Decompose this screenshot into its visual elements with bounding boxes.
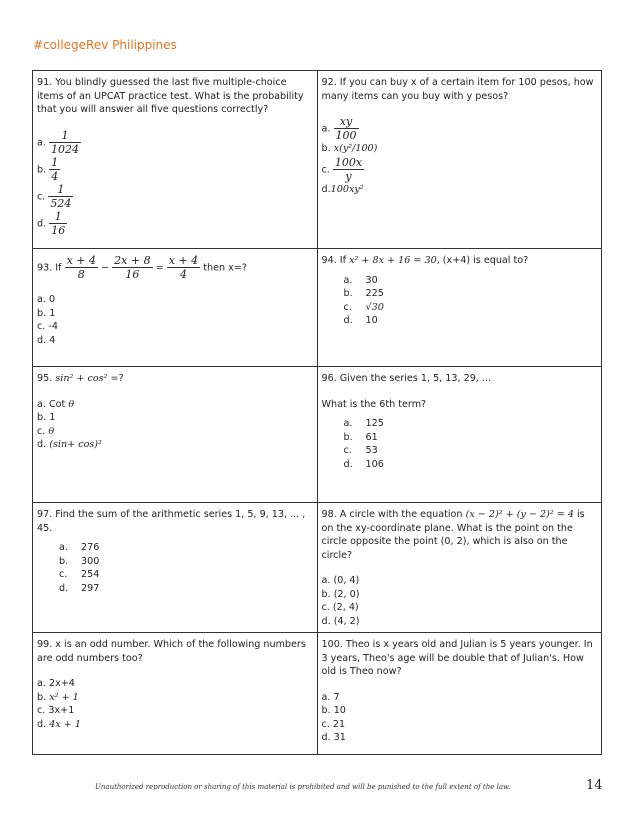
question-96 [317, 367, 602, 503]
q97-text: 97. Find the sum of the arithmetic series 1, 5, 9, 13, ... , 45. [37, 509, 306, 534]
q95-option-d: d. (sin+ cos)² [37, 439, 102, 450]
q93-option: a. 0 [37, 294, 56, 305]
q92-option-c: c. $\frac{100x}{y}$ [321, 155, 363, 183]
q98-option: d. (4, 2) [321, 615, 360, 627]
q97-option-b: b. 300 [59, 555, 100, 567]
q100-option: d. 31 [321, 732, 346, 743]
q94-option-b: b. 225 [343, 288, 384, 299]
q97-option-d: d. 297 [59, 582, 100, 594]
question-100 [317, 633, 602, 755]
question-98 [317, 503, 602, 633]
q91-option-c: c. $\frac{1}{524}$ [37, 182, 72, 210]
q91-option-b: b. $\frac{1}{4}$ [37, 155, 59, 183]
question-94 [317, 249, 602, 367]
q91-text: 91. You blindly guessed the last five multiple-choice items of an UPCAT practice test. What is the probability that you will answer all five questions correctly? [37, 77, 304, 115]
q94-option-d: d. 10 [343, 315, 378, 326]
q92-option-b: b. x(y²/100) [321, 143, 378, 154]
question-95 [33, 367, 318, 503]
q99-option-b: b. x² + 1 [37, 691, 79, 703]
q94-stem: 94. If x² + 8x + 16 = 30, (x+4) is equal to? [321, 255, 529, 266]
q96-option-c: c. 53 [343, 445, 378, 456]
q95-stem: 95. sin² + cos² =? [37, 373, 124, 384]
q91-option-d: d. $\frac{1}{16}$ [37, 209, 66, 237]
q96-options [322, 417, 598, 471]
question-93 [33, 249, 318, 367]
question-99 [33, 633, 318, 755]
q93-stem: 93. If $\frac{x + 4}{8}$ − $\frac{2x + 8}{16}$ = $\frac{x + 4}{4}$ then x=? [37, 254, 247, 281]
q92-option-a: a. $\frac{xy}{100}$ [321, 115, 357, 142]
q96-option-d: d. 106 [343, 458, 384, 470]
q99-option-d: d. 4x + 1 [37, 718, 81, 730]
q100-text: 100. Theo is x years old and Julian is 5 years younger. In 3 years, Theo's age will be double that of Julian's. How old is Theo now? [321, 639, 593, 677]
q96-text: 96. Given the series 1, 5, 13, 29, ... [321, 373, 492, 384]
q95-option-a: a. Cot θ [37, 398, 75, 410]
q96-question: What is the 6th term? [321, 398, 427, 410]
q94-options [322, 274, 598, 328]
q92-text: 92. If you can buy x of a certain item for 100 pesos, how many items can you buy with y pesos? [321, 77, 594, 102]
q99-option-c: c. 3x+1 [37, 705, 75, 716]
q94-option-c: c. √30 [343, 301, 384, 313]
q93-option: d. 4 [37, 334, 56, 346]
q100-option: c. 21 [321, 718, 346, 730]
q97-option-a: a. 276 [59, 542, 100, 553]
q96-option-b: b. 61 [343, 431, 378, 443]
q98-option: a. (0, 4) [321, 575, 360, 586]
q93-option: b. 1 [37, 307, 56, 319]
q98-stem: 98. A circle with the equation (x − 2)² + (y − 2)² = 4 is on the xy-coordinate plane. What is the point on the circle opposite the point (0, 2), which is also on the circle? [321, 509, 585, 561]
question-97 [33, 503, 318, 633]
q96-option-a: a. 125 [343, 418, 384, 429]
q91-option-a: a. $\frac{1}{1024}$ [37, 128, 79, 156]
q100-option: b. 10 [321, 705, 346, 716]
q97-options [37, 541, 313, 595]
page-number: 14 [586, 778, 603, 793]
question-91 [33, 71, 318, 249]
copyright-notice: Unauthorized reproduction or sharing of this material is prohibited and will be punished to the full extent of the law. [95, 783, 511, 791]
q98-option: b. (2, 0) [321, 588, 360, 600]
q95-option-b: b. 1 [37, 412, 56, 423]
q95-option-c: c. θ [37, 425, 55, 437]
q97-option-c: c. 254 [59, 569, 100, 580]
brand-header: #collegeRev Philippines [33, 38, 177, 52]
question-92 [317, 71, 602, 249]
q99-text: 99. x is an odd number. Which of the following numbers are odd numbers too? [37, 639, 306, 664]
q93-option: c. -4 [37, 321, 58, 332]
q92-option-d: d.100xy² [321, 183, 364, 195]
q99-option-a: a. 2x+4 [37, 678, 75, 689]
questions-table [32, 70, 602, 755]
q100-option: a. 7 [321, 691, 340, 703]
q98-option: c. (2, 4) [321, 602, 359, 613]
q94-option-a: a. 30 [343, 274, 378, 286]
